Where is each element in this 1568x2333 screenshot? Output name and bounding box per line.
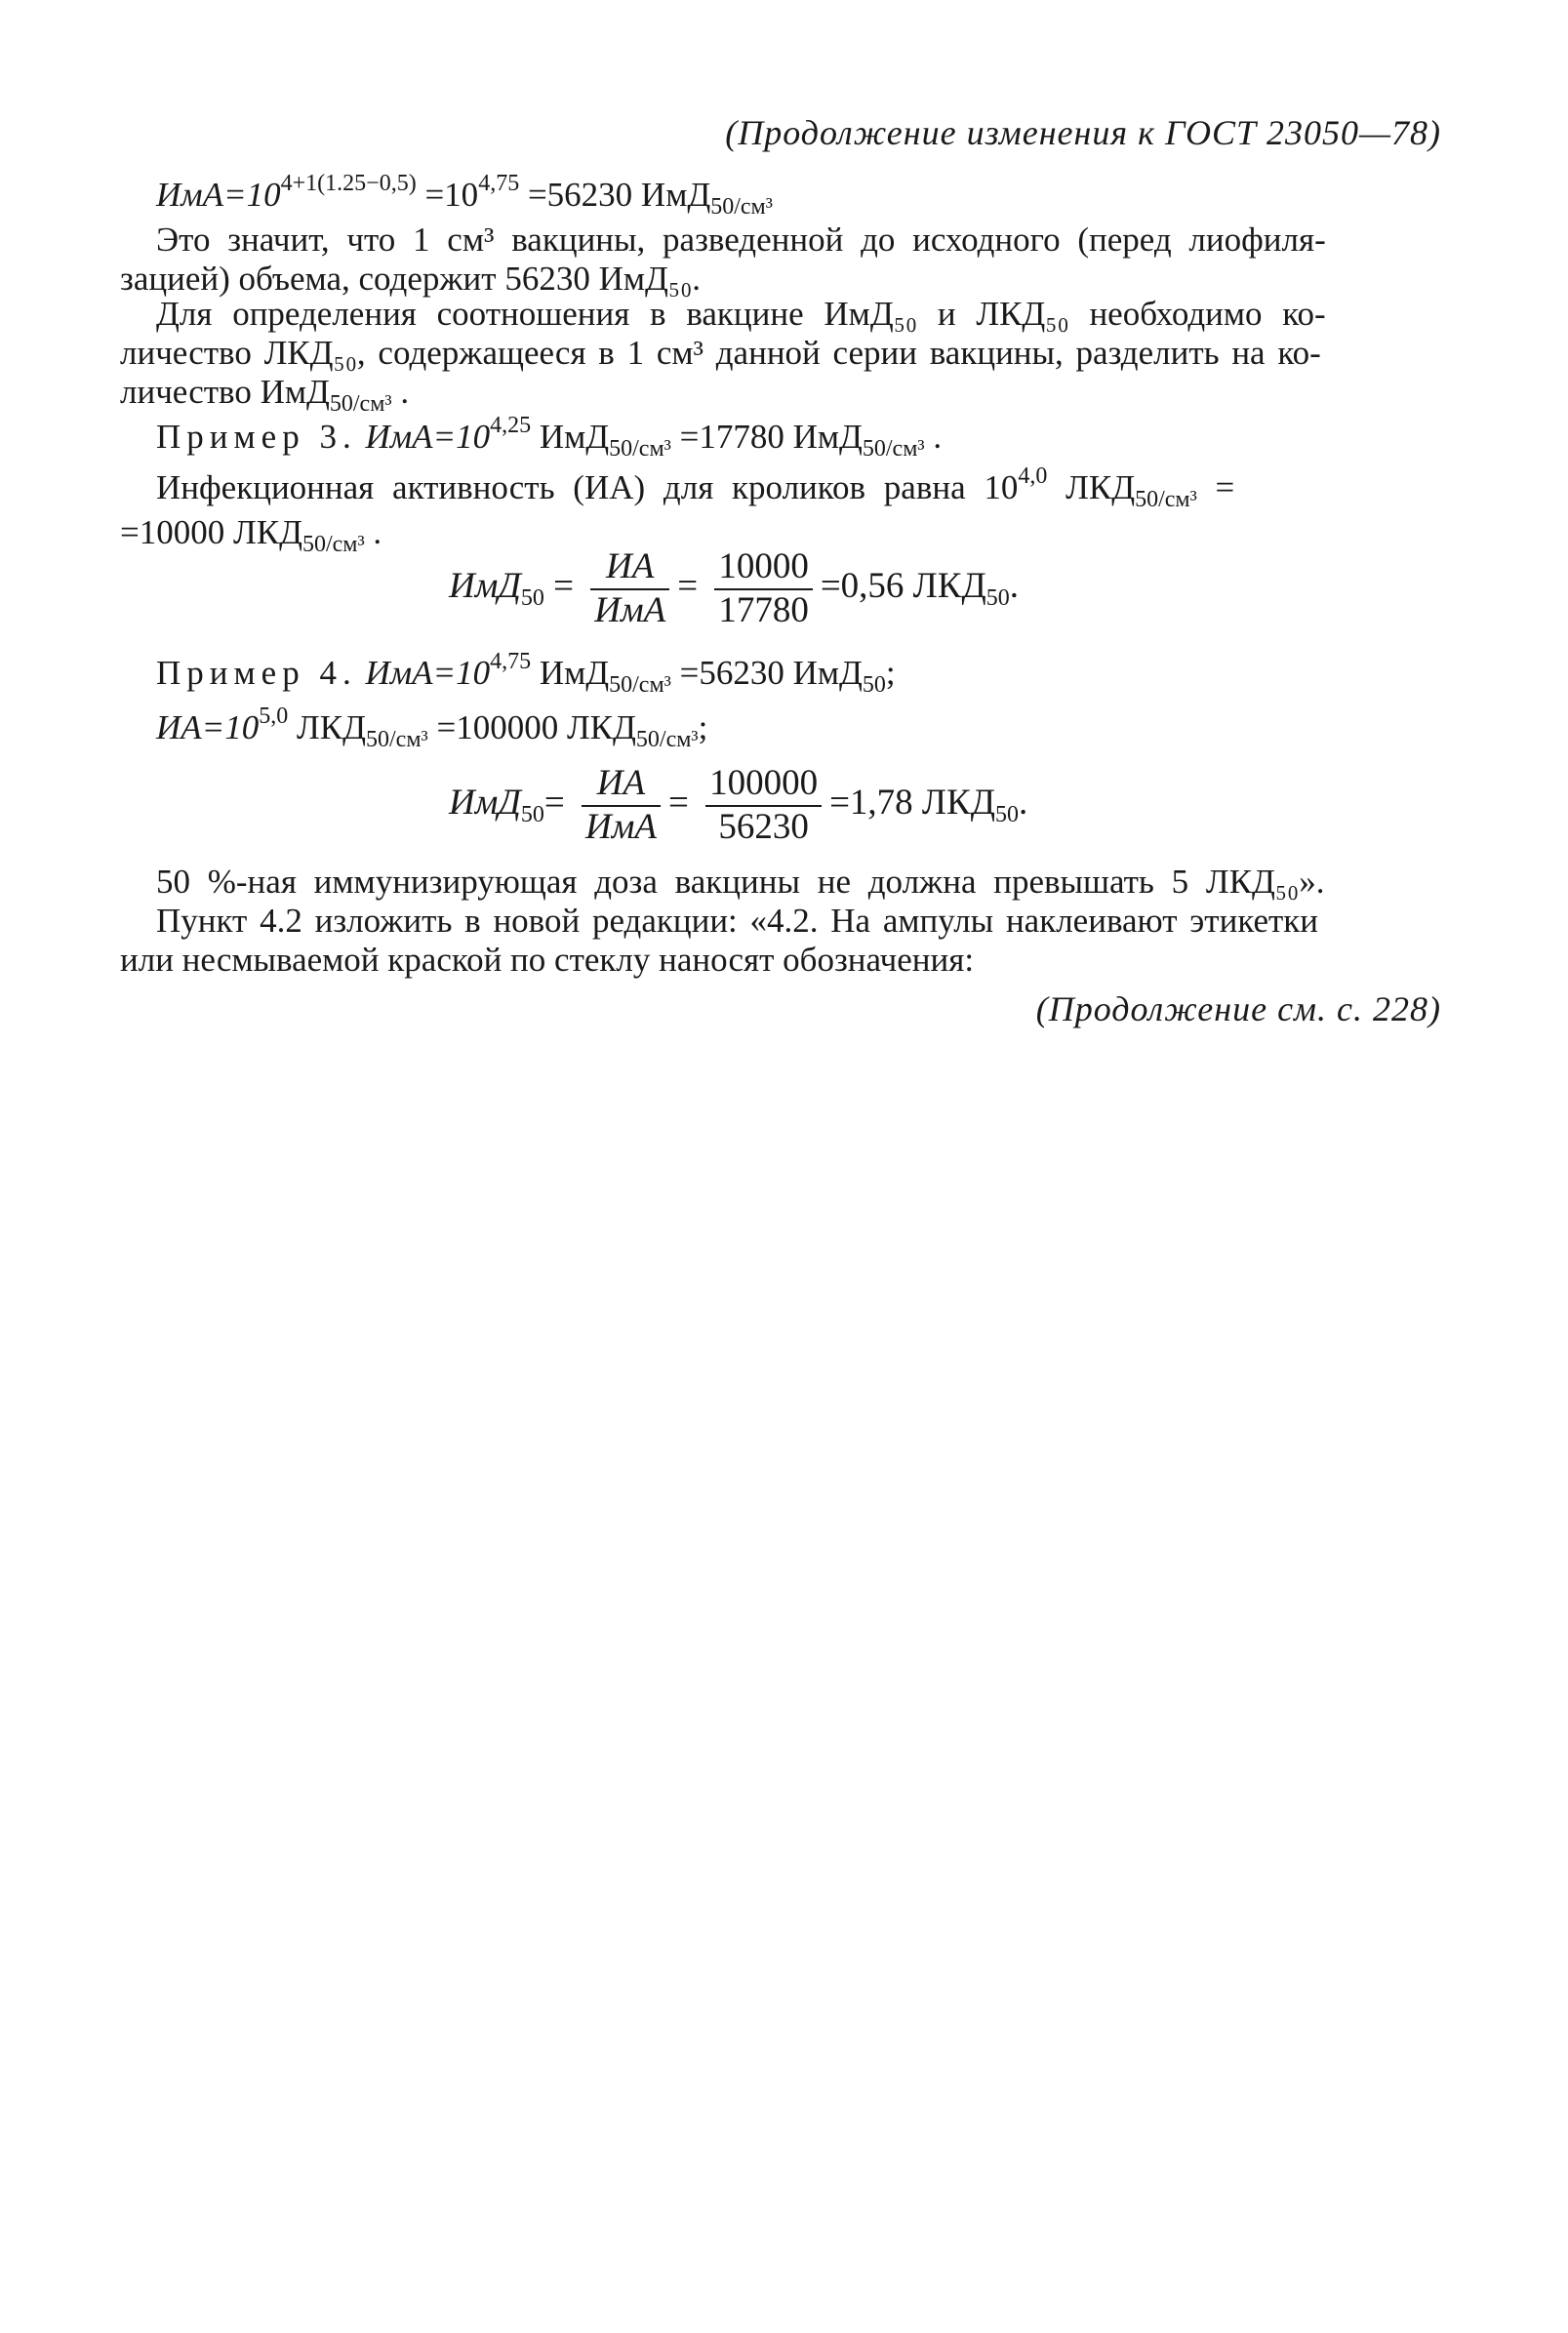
closing-line-3: или несмываемой краской по стеклу наносят обозначения: — [120, 941, 975, 979]
fraction-values: $\frac{10000}{17780}$ — [714, 546, 813, 631]
paragraph-1-line-1: Это значит, что 1 см³ вакцины, разведенной до исходного (перед лиофиля- — [156, 221, 1326, 259]
paragraph-2-line-3: личество ИмД$_{50/см^3}$ . — [120, 373, 410, 417]
closing-line-2: Пункт 4.2 изложить в новой редакции: «4.2. На ампулы наклеивают этикетки — [156, 902, 1319, 940]
example-3-line: Пример 3. $ИмА=10^{4,25}$ ИмД$_{50/см^3}$ =17780 ИмД$_{50/см^3}$ . — [156, 413, 943, 462]
page-footer: (Продолжение см. с. 228) — [1035, 989, 1441, 1028]
infection-line-2: =10000 $ЛКД_{50/см^3}$ . — [120, 513, 382, 557]
ima-formula-line: $ИмА=10^{4+1(1.25-0,5)} =10^{4,75} =56230$ ИмД$_{50/см^3}$ — [156, 171, 773, 220]
infection-line-1: Инфекционная активность (ИА) для кроликов равна 10$^{4,0}$ $ЛКД_{50/см^3}$ = — [156, 463, 1235, 512]
closing-line-1: 50 %-ная иммунизирующая доза вакцины не должна превышать 5 ЛКД₅₀». — [156, 863, 1325, 901]
paragraph-1-line-2: зацией) объема, содержит 56230 ИмД₅₀. — [120, 260, 702, 298]
paragraph-2-line-1: Для определения соотношения в вакцине ИмД₅₀ и ЛКД₅₀ необходимо ко- — [156, 295, 1326, 333]
paragraph-2-line-2: личество ЛКД₅₀, содержащееся в 1 см³ данной серии вакцины, разделить на ко- — [120, 334, 1321, 372]
example-4-ia-line: $ИА=10^{5,0}$ $ЛКД_{50/см^3} =100000$ $ЛКД_{50/см^3}$; — [156, 704, 708, 752]
formula-2: ИмД$_{50}$= $\frac{ИА}{\text{ИмА}}$ = $\frac{100000}{56230}$ =1,78 $ЛКД_{50}$. — [449, 763, 1028, 847]
fraction-values-2: $\frac{100000}{56230}$ — [705, 763, 822, 848]
fraction-ia-over-ima-2: $\frac{ИА}{\text{ИмА}}$ — [582, 763, 661, 848]
fraction-ia-over-ima: $\frac{ИА}{\text{ИмА}}$ — [590, 546, 669, 631]
example-4-line: Пример 4. $ИмА=10^{4,75}$ ИмД$_{50/см^3}$ =56230 ИмД$_{50}$; — [156, 649, 896, 698]
page-header: (Продолжение изменения к ГОСТ 23050—78) — [725, 113, 1441, 152]
formula-1: ИмД$_{50}$ = $\frac{ИА}{\text{ИмА}}$ = $\frac{10000}{17780}$ =0,56 $ЛКД_{50}$. — [449, 546, 1019, 630]
